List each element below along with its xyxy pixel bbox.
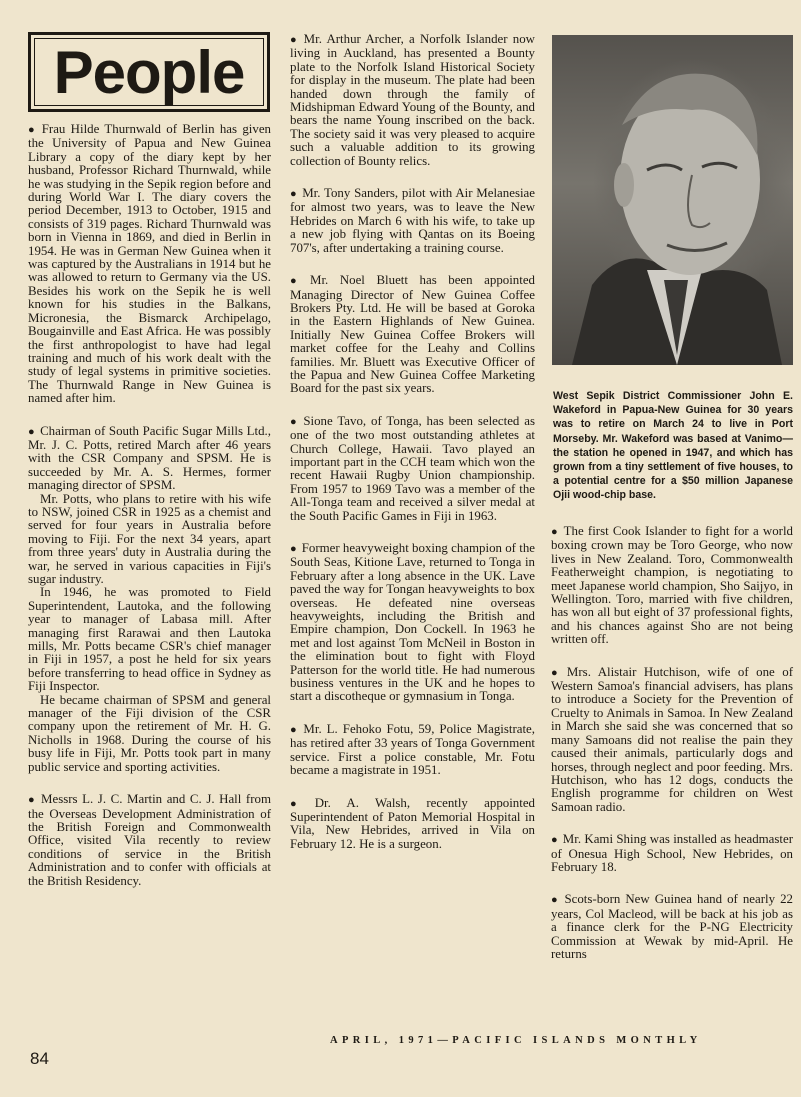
bullet-icon: ● [28,794,37,807]
news-item-bluett: ● Mr. Noel Bluett has been appointed Managing Director of New Guinea Coffee Brokers Pty. Ltd. He will be based at Goroka in the Eastern Highlands of New Guinea. Initially New Guinea Coffee Brokers will market coffee for the Leahy and Collins families. Mr. Bluett was Executive Officer of the Papua and New Guinea Coffee Marketing Board for the past six years. [290,273,536,396]
bullet-icon: ● [290,275,305,288]
news-item-macleod: ● Scots-born New Guinea hand of nearly 22 years, Col Macleod, will be back at his job as a finance clerk for the P-NG Electricity Commission at Wewak by mid-April. He returns [551,892,793,961]
bullet-icon: ● [551,834,558,847]
column-right [551,525,793,980]
news-item-martin-hall: ● Messrs L. J. C. Martin and C. J. Hall from the Overseas Development Administration of the British Foreign and Commonwealth Office, visited Vila recently to review conditions of service in the British Administration and to confer with officials at the British Residency. [28,792,271,888]
news-item-potts: ● Chairman of South Pacific Sugar Mills Ltd., Mr. J. C. Potts, retired March after 46 years with the CSR Company and SPSM. He is succeeded by Mr. A. S. Hermes, former managing director of SPSM. [28,423,271,493]
news-item-tavo: ● Sione Tavo, of Tonga, has been selected as one of the two most outstanding athletes at Church College, Hawaii. Tavo played an important part in the CCH team which won the recent Hawaii Rugby Union championship. From 1957 to 1969 Tavo was a member of the All-Tonga team and received a silver medal at the South Pacific Games in Fiji in 1963. [290,413,535,523]
section-masthead [28,32,270,112]
news-item-potts-cont-2: In 1946, he was promoted to Field Superintendent, Lautoka, and the following year to manager of Labasa mill. After managing first Rarawai and then Lautoka mills, Mr. Potts became CSR's chief manager in Fiji in 1957, a post he held for six years before transferring to head office in Sydney as Fiji Inspector. [28,585,271,694]
bullet-icon: ● [290,415,299,428]
photo-caption: West Sepik District Commissioner John E. Wakeford in Papua-New Guinea for 30 years was to retire on March 24 to live in Port Morseby. Mr. Wakeford was based at Vanimo—the station he opened in 1947, and which has grown from a tiny settlement of five houses, to a potential centre for a $50 million Japanese Ojii wood-chip base. [553,390,793,502]
news-item-potts-cont-1: Mr. Potts, who plans to retire with his wife to NSW, joined CSR in 1925 as a chemist and served for four years in Australia before moving to Fiji. For the next 34 years, apart from three years' duty in Australia during the war, he served in various capacities in Fiji's sugar industry. [28,491,271,586]
bullet-icon: ● [290,797,310,810]
column-middle [290,33,535,870]
page-number: 84 [30,1049,49,1068]
column-left [28,123,271,907]
news-item-sanders: ● Mr. Tony Sanders, pilot with Air Melanesiae for almost two years, was to leave the New Hebrides on March 6 with his wife, to take up a new job flying with Qantas on its Boeing 707's, after undertaking a training course. [290,186,535,255]
running-footer: APRIL, 1971—PACIFIC ISLANDS MONTHLY [330,1035,702,1046]
bullet-icon: ● [551,526,559,538]
news-item-thurnwald: ● Frau Hilde Thurnwald of Berlin has given the University of Papua and New Guinea Library a copy of the diary kept by her husband, Professor Richard Thurnwald, while he was studying in the Sepik region before and during World War I. The diary covers the period December, 1913 to October, 1915 and consists of 319 pages. Richard Thurnwald was born in Vienna in 1869, and died in Berlin in 1954. He was in German New Guinea when it was captured by the Australians in 1914 but he was allowed to return to Germany via the US. Besides his work on the Sepik he is well known for his studies in the Balkans, Micronesia, the Bismarck Archipelago, Bougainville and East Africa. He was possibly the first anthropologist to have had legal training and much of his work dealt with the study of legal systems in primitive societies. The Thurnwald Range in New Guinea is named after him. [28,122,271,406]
bullet-icon: ● [290,723,299,736]
bullet-icon: ● [551,666,562,679]
bullet-icon: ● [290,543,297,555]
news-item-shing: ● Mr. Kami Shing was installed as headmaster of Onesua High School, New Hebrides, on February 18. [551,832,793,874]
bullet-icon: ● [28,124,37,136]
bullet-icon: ● [551,894,560,907]
bullet-icon: ● [290,188,298,201]
news-item-lave: ● Former heavyweight boxing champion of the South Seas, Kitione Lave, returned to Tonga in February after a long absence in the UK. Lave paved the way for Tongan heavyweights to box overseas. He defeated nine overseas heavyweights, including the British and Empire champion, Don Cockell. In 1963 he met and lost against Tom McNeil in Boston in the elimination bout to fight with Floyd Patterson for the world title. He had numerous business ventures in the UK and he hopes to start a discotheque or gymnasium in Tonga. [290,541,535,704]
news-item-hutchison: ● Mrs. Alistair Hutchison, wife of one of Western Samoa's financial advisers, has plans to introduce a Society for the Prevention of Cruelty to Animals in Samoa. In New Zealand in March she said she was concerned that so many Samoans did not realise the pain they caused their animals, particularly dogs and horses, through neglect and poor feeding. Mrs. Hutchison, who has 12 dogs, conducts the English programme for children on West Samoan radio. [551,664,793,814]
bullet-icon: ● [28,425,36,438]
portrait-photo [552,35,793,365]
news-item-walsh: ● Dr. A. Walsh, recently appointed Superintendent of Paton Memorial Hospital in Vila, New Hebrides, arrived in Vila on February 12. He is a surgeon. [290,795,535,851]
news-item-potts-cont-3: He became chairman of SPSM and general manager of the Fiji division of the CSR company upon the retirement of Mr. H. G. Nicholls in 1968. During the course of his busy life in Fiji, Mr. Potts took part in many public service and sporting activities. [28,692,271,774]
bullet-icon: ● [290,34,299,46]
news-item-george: ● The first Cook Islander to fight for a world boxing crown may be Toro George, who now lives in New Zealand. Toro, Commonwealth Featherweight champion, is negotiating to meet Japanese world champion, Sho Saijyo, in Wellington. Toro, married with five children, has won all but eight of 37 professional fights, and his chances against Sho are not being written off. [551,524,793,647]
news-item-archer: ● Mr. Arthur Archer, a Norfolk Islander now living in Auckland, has presented a Bounty plate to the Norfolk Island Historical Society for display in the museum. The plate had been handed down through the family of Midshipman Edward Young of the Bounty, and bears the name Young inscribed on the back. The society said it was very pleased to acquire such a valuable addition to its growing collection of Bounty relics. [290,32,535,168]
portrait-illustration [552,35,793,365]
section-title: People [53,39,245,106]
news-item-fotu: ● Mr. L. Fehoko Fotu, 59, Police Magistrate, has retired after 33 years of Tonga Government service. First a police constable, Mr. Fotu became a magistrate in 1951. [290,721,535,778]
